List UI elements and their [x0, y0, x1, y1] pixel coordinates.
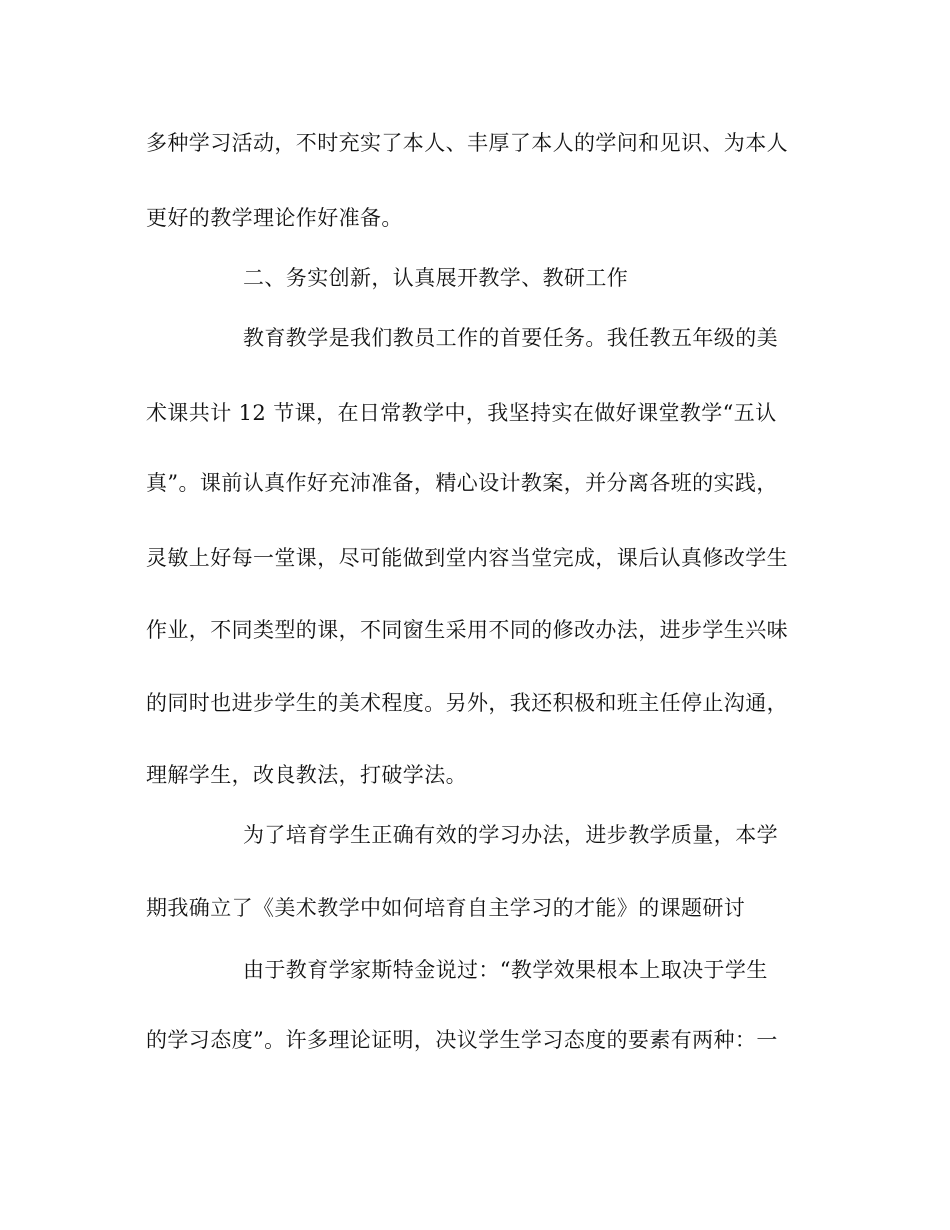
paragraph-line: 更好的教学理论作好准备。 [146, 206, 403, 230]
paragraph-line: 作业，不同类型的课，不同窗生采用不同的修改办法，进步学生兴味 [146, 618, 788, 642]
paragraph-line: 术课共计 12 节课，在日常教学中，我坚持实在做好课堂教学“五认 [146, 401, 777, 425]
paragraph-line: 由于教育学家斯特金说过：“教学效果根本上取决于学生 [243, 958, 768, 982]
paragraph-line: 灵敏上好每一堂课，尽可能做到堂内容当堂完成，课后认真修改学生 [146, 546, 788, 570]
paragraph-line: 多种学习活动，不时充实了本人、丰厚了本人的学问和见识、为本人 [146, 131, 788, 155]
paragraph-line: 为了培育学生正确有效的学习办法，进步教学质量，本学 [243, 823, 778, 847]
paragraph-line: 的学习态度”。许多理论证明，决议学生学习态度的要素有两种：一 [146, 1028, 778, 1052]
section-heading: 二、务实创新，认真展开教学、教研工作 [243, 266, 629, 290]
paragraph-line: 真”。课前认真作好充沛准备，精心设计教案，并分离各班的实践， [146, 471, 778, 495]
paragraph-line: 期我确立了《美术教学中如何培育自主学习的才能》的课题研讨 [146, 896, 746, 920]
paragraph-line: 的同时也进步学生的美术程度。另外，我还积极和班主任停止沟通， [146, 691, 788, 715]
paragraph-line: 教育教学是我们教员工作的首要任务。我任教五年级的美 [243, 326, 778, 350]
paragraph-line: 理解学生，改良教法，打破学法。 [146, 763, 467, 787]
